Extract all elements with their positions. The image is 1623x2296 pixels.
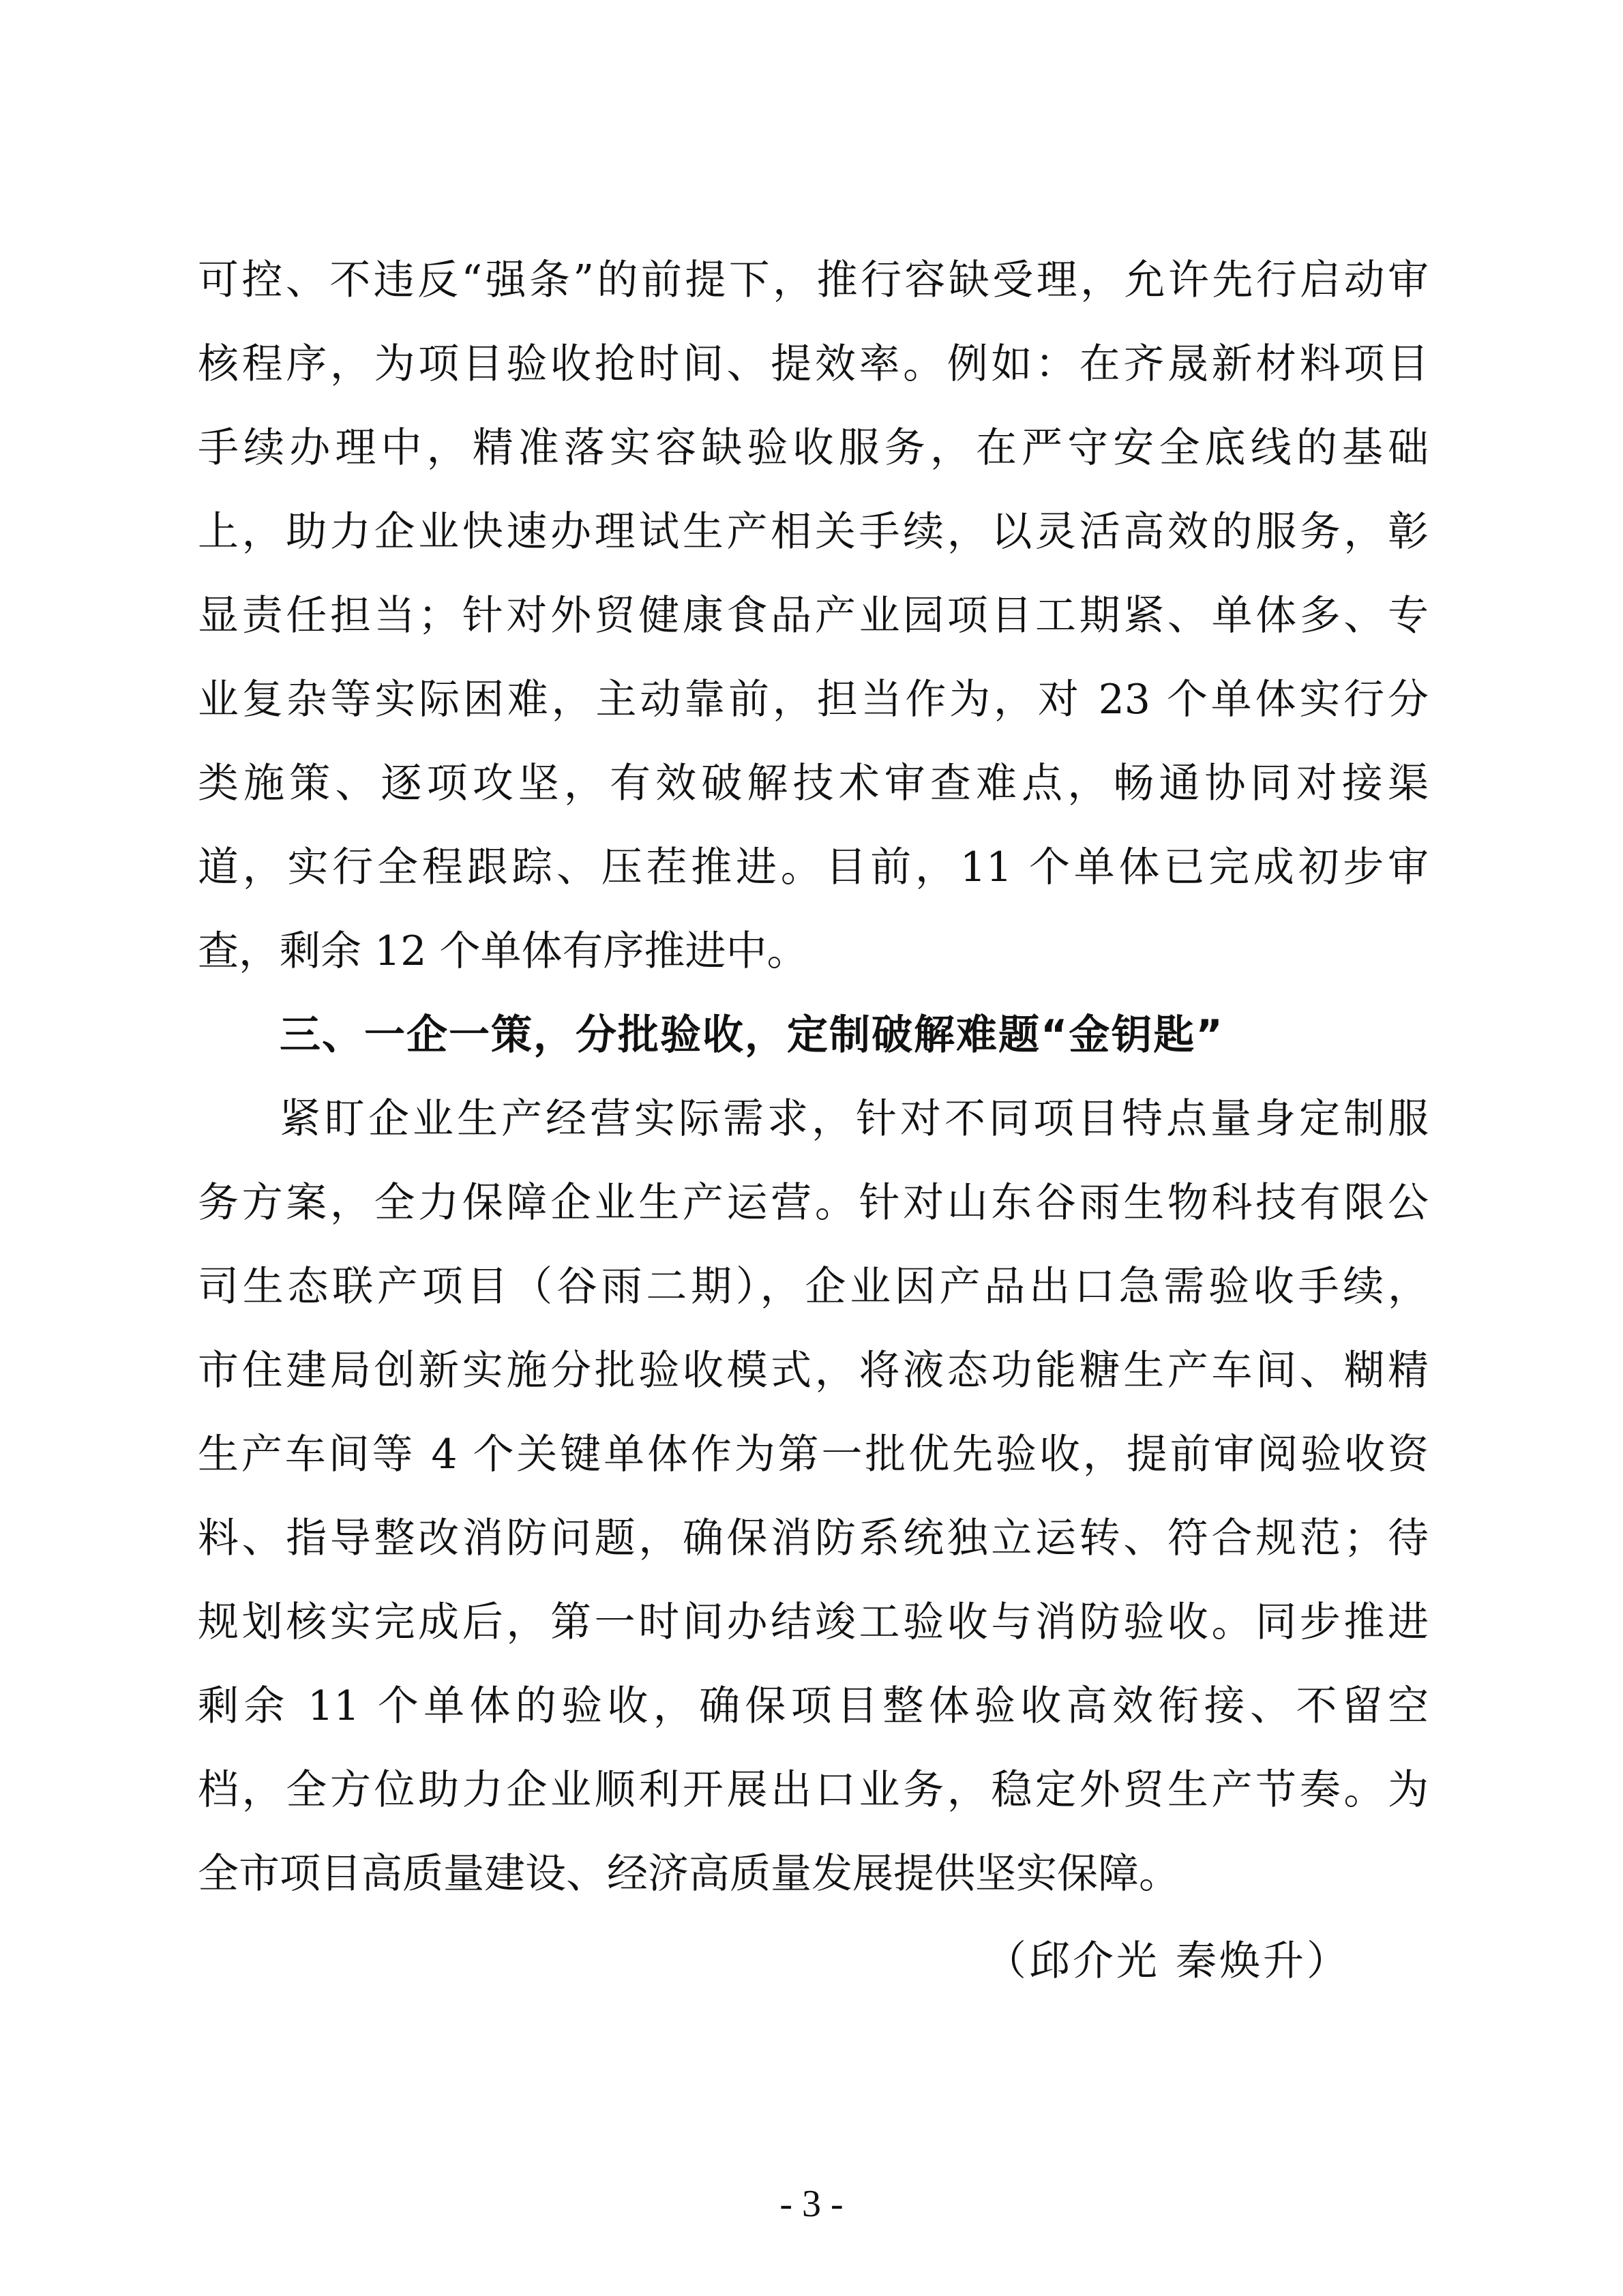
paragraph-1-line-2: 核程序，为项目验收抢时间、提效率。例如：在齐晟新材料项目 — [198, 340, 1429, 388]
paragraph-1-line-8: 道，实行全程跟踪、压茬推进。目前，11 个单体已完成初步审 — [198, 844, 1429, 891]
paragraph-1-line-7: 类施策、逐项攻坚，有效破解技术审查难点，畅通协同对接渠 — [198, 760, 1429, 807]
section-3-heading: 三、一企一策，分批验收，定制破解难题“金钥匙” — [280, 1011, 1224, 1059]
paragraph-1-line-3: 手续办理中，精准落实容缺验收服务，在严守安全底线的基础 — [198, 424, 1429, 472]
paragraph-2-line-4: 市住建局创新实施分批验收模式，将液态功能糖生产车间、糊精 — [198, 1347, 1429, 1395]
paragraph-1-line-9: 查，剩余 12 个单体有序推进中。 — [198, 927, 808, 975]
paragraph-2-line-2: 务方案，全力保障企业生产运营。针对山东谷雨生物科技有限公 — [198, 1179, 1429, 1227]
paragraph-2-line-5: 生产车间等 4 个关键单体作为第一批优先验收，提前审阅验收资 — [198, 1431, 1429, 1478]
paragraph-2-line-10: 全市项目高质量建设、经济高质量发展提供坚实保障。 — [198, 1850, 1180, 1898]
paragraph-1-line-4: 上，助力企业快速办理试生产相关手续，以灵活高效的服务，彰 — [198, 508, 1429, 556]
paragraph-1-line-1: 可控、不违反“强条”的前提下，推行容缺受理，允许先行启动审 — [198, 256, 1429, 304]
paragraph-2-line-6: 料、指导整改消防问题，确保消防系统独立运转、符合规范；待 — [198, 1515, 1429, 1562]
paragraph-2-line-9: 档，全方位助力企业顺利开展出口业务，稳定外贸生产节奏。为 — [198, 1766, 1429, 1814]
paragraph-1-line-6: 业复杂等实际困难，主动靠前，担当作为，对 23 个单体实行分 — [198, 676, 1429, 724]
paragraph-1-line-5: 显责任担当；针对外贸健康食品产业园项目工期紧、单体多、专 — [198, 592, 1429, 640]
paragraph-2-line-3: 司生态联产项目（谷雨二期），企业因产品出口急需验收手续， — [198, 1263, 1429, 1311]
author-signature: （邱介光 秦焕升） — [985, 1937, 1350, 1985]
paragraph-2-line-8: 剩余 11 个单体的验收，确保项目整体验收高效衔接、不留空 — [198, 1682, 1429, 1730]
paragraph-2-line-7: 规划核实完成后，第一时间办结竣工验收与消防验收。同步推进 — [198, 1598, 1429, 1646]
paragraph-2-line-1: 紧盯企业生产经营实际需求，针对不同项目特点量身定制服 — [280, 1095, 1429, 1143]
page-number: - 3 - — [779, 2183, 844, 2225]
